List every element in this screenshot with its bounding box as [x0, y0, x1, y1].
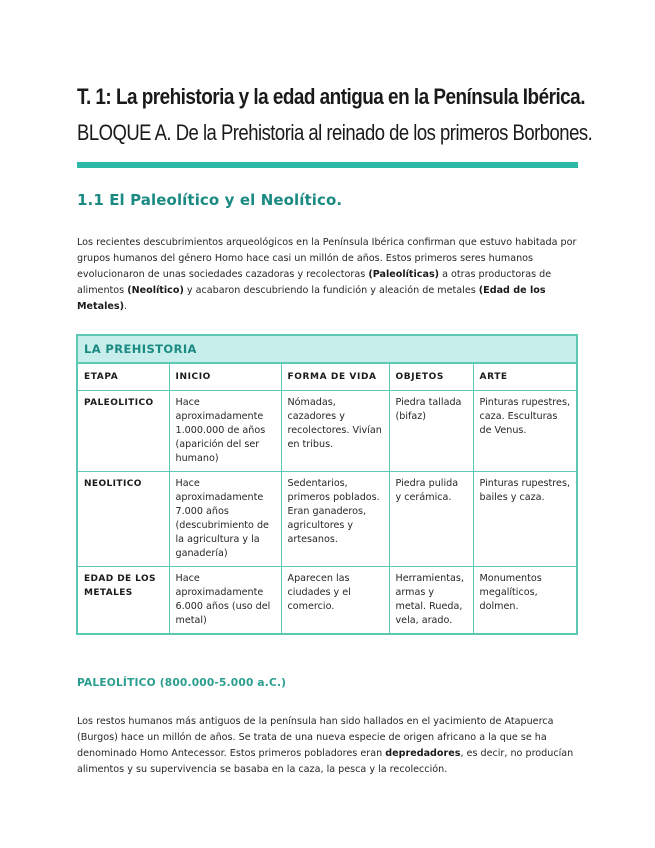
column-header-inicio: INICIO — [169, 363, 281, 391]
cell-etapa: EDAD DE LOS METALES — [77, 567, 169, 635]
cell-arte: Pinturas rupestres, caza. Esculturas de Venus. — [473, 391, 577, 472]
table-caption: LA PREHISTORIA — [77, 335, 577, 363]
cell-forma-de-vida: Nómadas, cazadores y recolectores. Vivían en tribus. — [281, 391, 389, 472]
column-header-objetos: OBJETOS — [389, 363, 473, 391]
paleolitico-paragraph — [77, 714, 577, 778]
prehistory-table — [76, 334, 578, 635]
cell-inicio: Hace aproximadamente 6.000 años (uso del metal) — [169, 567, 281, 635]
intro-text-2: a otras productoras de alimentos — [77, 268, 552, 296]
intro-text-1: Los recientes descubrimientos arqueológicos en la Península Ibérica confirman que estuvo habitada por grupos humanos del género Homo hace casi un millón de años. Estos primeros seres humanos evolucionaron de unas sociedades cazadoras y recolectoras — [77, 236, 577, 280]
intro-bold-paleoliticas: (Paleolíticas) — [368, 268, 440, 280]
intro-text-3: y acabaron descubriendo la fundición y aleación de metales — [183, 284, 479, 296]
table-header-row — [77, 363, 577, 391]
cell-objetos: Piedra pulida y cerámica. — [389, 472, 473, 567]
title-divider — [77, 162, 578, 168]
table-row — [77, 472, 577, 567]
cell-etapa: NEOLITICO — [77, 472, 169, 567]
cell-inicio: Hace aproximadamente 7.000 años (descubrimiento de la agricultura y la ganadería) — [169, 472, 281, 567]
cell-arte: Monumentos megalíticos, dolmen. — [473, 567, 577, 635]
cell-etapa: PALEOLITICO — [77, 391, 169, 472]
paleo-text-1: Los restos humanos más antiguos de la península han sido hallados en el yacimiento de Atapuerca (Burgos) hace un millón de años. Se trata de una nueva especie de origen africano a la que se ha denominado Homo Antecessor. Estos primeros pobladores eran — [77, 715, 554, 759]
intro-bold-metales: (Edad de los Metales) — [77, 284, 546, 312]
document-title: T. 1: La prehistoria y la edad antigua en la Península Ibérica. — [77, 84, 585, 109]
intro-text-4: . — [124, 300, 128, 312]
paleo-bold-depredadores: depredadores — [385, 747, 461, 759]
column-header-etapa: ETAPA — [77, 363, 169, 391]
intro-paragraph — [77, 235, 577, 315]
intro-bold-neolitico: (Neolítico) — [127, 284, 184, 296]
cell-forma-de-vida: Sedentarios, primeros poblados. Eran ganaderos, agricultores y artesanos. — [281, 472, 389, 567]
section-heading: 1.1 El Paleolítico y el Neolítico. — [77, 191, 343, 209]
cell-forma-de-vida: Aparecen las ciudades y el comercio. — [281, 567, 389, 635]
cell-inicio: Hace aproximadamente 1.000.000 de años (aparición del ser humano) — [169, 391, 281, 472]
cell-objetos: Herramientas, armas y metal. Rueda, vela, arado. — [389, 567, 473, 635]
table-row — [77, 391, 577, 472]
document-subtitle: BLOQUE A. De la Prehistoria al reinado de los primeros Borbones. — [77, 120, 593, 145]
cell-objetos: Piedra tallada (bifaz) — [389, 391, 473, 472]
paleolitico-heading: PALEOLÍTICO (800.000-5.000 a.C.) — [77, 677, 287, 689]
column-header-forma-de-vida: FORMA DE VIDA — [281, 363, 389, 391]
column-header-arte: ARTE — [473, 363, 577, 391]
cell-arte: Pinturas rupestres, bailes y caza. — [473, 472, 577, 567]
paleo-text-2: , es decir, no producían alimentos y su supervivencia se basaba en la caza, la pesca y la recolección. — [77, 747, 574, 775]
table-row — [77, 567, 577, 635]
